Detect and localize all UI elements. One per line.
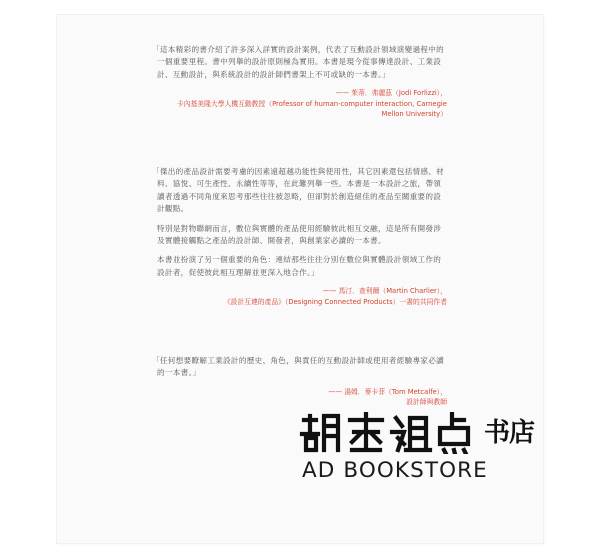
bookstore-watermark-logo: [298, 412, 548, 502]
endorsement-text: 「任何想要瞭解工業設計的歷史、角色，與責任的互動設計師或使用者經驗專家必讀的一本書。」: [152, 356, 445, 378]
bookstore-logo-glyphs: [298, 412, 498, 454]
logo-store-chars: 书店: [484, 418, 535, 448]
endorsement-author: —— 湯姆．麥卡菲（Tom Metcalfe），: [328, 387, 447, 396]
endorsement-block-1: [152, 44, 447, 120]
endorsement-block-2: [152, 166, 447, 307]
endorsement-author: —— 馬汀．查利爾（Martin Charlier），: [322, 287, 447, 296]
endorsement-author-title: 卡內基美隆大學人機互動教授（Professor of human-computer interaction, Carnegie Mellon University）: [176, 99, 447, 119]
endorsement-author-title: 《設計互連的產品》（Designing Connected Products）一書的共同作者: [223, 297, 447, 306]
logo-subtitle: AD BOOKSTORE: [302, 458, 488, 483]
endorsement-text: 「這本精彩的書介紹了許多深入詳實的設計案例，代表了互動設計領域演變過程中的一個重要里程。書中列舉的設計原則極為實用。本書是現今從事傳達設計、工業設計、互動設計，與系統設計的設計師們書架上不可或缺的一本書。」: [152, 45, 445, 79]
endorsement-text: 特別是對物聯網而言，數位與實體的產品使用經驗彼此相互交融，這是所有開發涉及實體接觸點之產品的設計師、開發者，與創業家必讀的一本書。: [157, 223, 442, 246]
endorsement-block-3: [152, 355, 447, 408]
endorsement-text: 本書並扮演了另一個重要的角色：連結那些往往分別在數位與實體設計領域工作的設計者，促使彼此相互理解並更深入地合作。」: [157, 255, 442, 277]
endorsement-text: 「傑出的產品設計需要考慮的因素遠超越功能性與使用性，其它因素還包括情感、材料、協悅、可生產性、永續性等等，在此難列舉一些。本書是一本設計之旅，帶領讀者透過不同角度來思考那些往往被忽略，但卻對於創造絕佳的產品至關重要的設計觀點。: [152, 167, 445, 214]
endorsement-author-title: 設計師與教師: [406, 398, 447, 407]
endorsement-author: —— 茱蒂．弗麗茲（Jodi Forlizzi），: [335, 89, 447, 98]
